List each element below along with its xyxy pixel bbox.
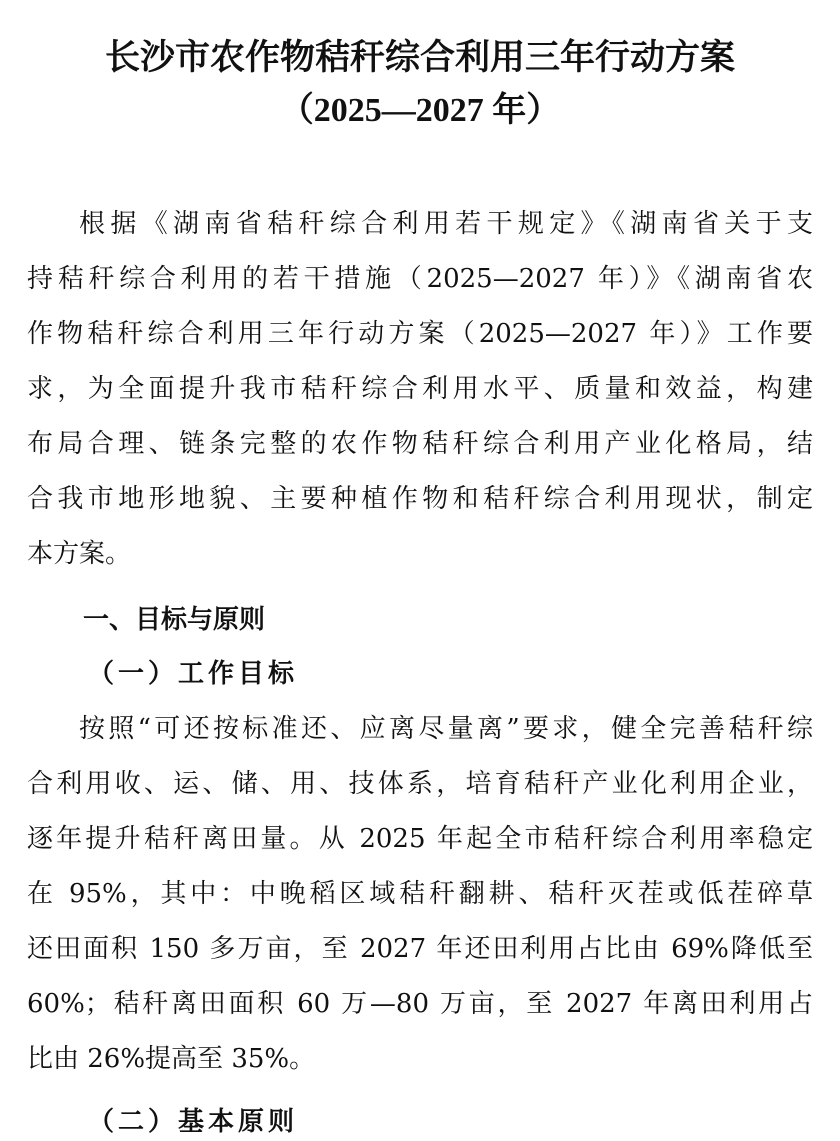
text-line: 比由 26%提高至 35%。	[27, 1044, 316, 1074]
text-line: 合我市地形地貌、主要种植作物和秸秆综合利用现状，制定	[27, 484, 813, 514]
subsection-heading: （一）工作目标	[88, 659, 299, 689]
text-line: 本方案。	[27, 539, 132, 569]
text-line: 作物秸秆综合利用三年行动方案（2025—2027 年）》工作要	[27, 319, 813, 349]
subsection-heading: （二）基本原则	[88, 1107, 299, 1137]
text-line: 布局合理、链条完整的农作物秸秆综合利用产业化格局，结	[27, 429, 813, 459]
section-heading: 一、目标与原则	[83, 605, 266, 635]
document-title: 长沙市农作物秸秆综合利用三年行动方案	[104, 38, 735, 78]
text-line: 按照“可还按标准还、应离尽量离”要求，健全完善秸秆综	[79, 714, 813, 744]
text-line: 还田面积 150 多万亩，至 2027 年还田利用占比由 69%降低至	[27, 934, 813, 964]
text-line: 逐年提升秸秆离田量。从 2025 年起全市秸秆综合利用率稳定	[27, 824, 813, 854]
text-line: 持秸秆综合利用的若干措施（2025—2027 年）》《湖南省农	[27, 264, 813, 294]
text-line: 60%；秸秆离田面积 60 万—80 万亩，至 2027 年离田利用占	[27, 989, 813, 1019]
text-line: 合利用收、运、储、用、技体系，培育秸秆产业化利用企业，	[27, 769, 813, 799]
text-line: 在 95%，其中：中晚稻区域秸秆翻耕、秸秆灭茬或低茬碎草	[27, 879, 813, 909]
document-subtitle: （2025—2027 年）	[279, 92, 561, 129]
text-line: 根据《湖南省秸秆综合利用若干规定》《湖南省关于支	[79, 209, 813, 239]
text-line: 求，为全面提升我市秸秆综合利用水平、质量和效益，构建	[27, 374, 813, 404]
